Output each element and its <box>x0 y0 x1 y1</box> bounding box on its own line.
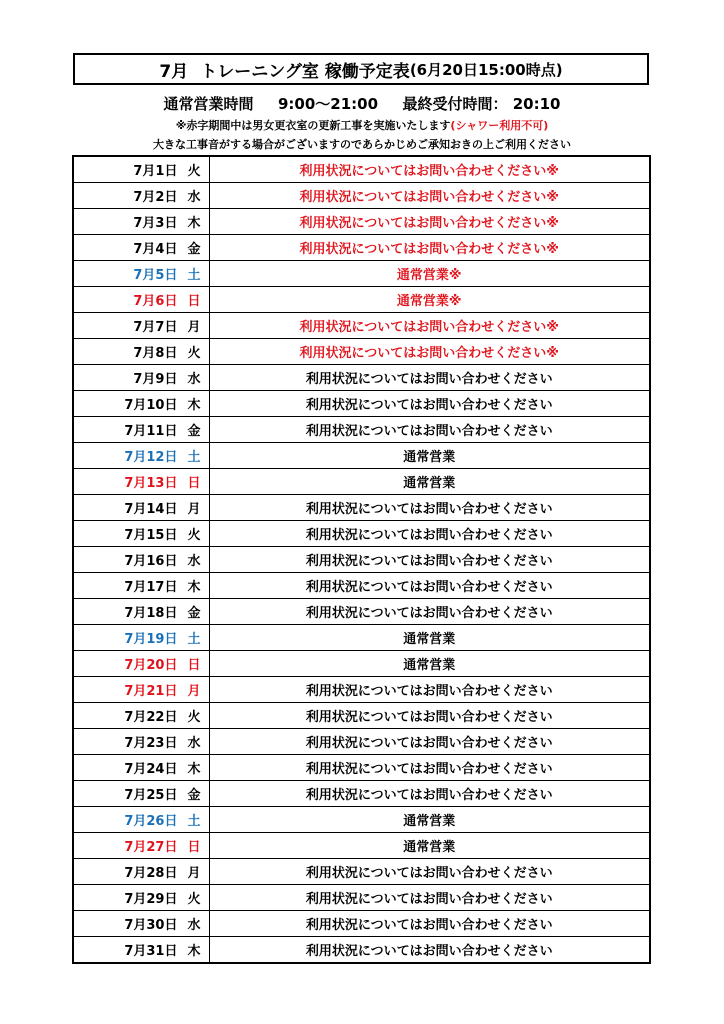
date-cell <box>73 313 209 339</box>
status-cell: 利用状況についてはお問い合わせください <box>209 365 650 391</box>
status-cell: 利用状況についてはお問い合わせください <box>209 573 650 599</box>
last-entry-label: 最終受付時間： <box>402 95 508 113</box>
business-hours <box>0 93 724 114</box>
table-row <box>73 625 650 651</box>
table-row <box>73 859 650 885</box>
weekday-label: 木 <box>187 944 201 959</box>
noise-note: 大きな工事音がする場合がございますのであらかじめご承知おきの上ご利用ください <box>153 138 571 151</box>
table-row <box>73 261 650 287</box>
table-row <box>73 209 650 235</box>
date-cell <box>73 677 209 703</box>
table-row <box>73 833 650 859</box>
status-cell: 通常営業 <box>209 443 650 469</box>
weekday-label: 土 <box>187 268 201 283</box>
table-row <box>73 755 650 781</box>
last-entry-value: 20:10 <box>512 95 561 113</box>
page-title <box>73 53 649 85</box>
date-label: 7月19日 <box>124 632 178 647</box>
date-label: 7月5日 <box>133 268 178 283</box>
table-row <box>73 443 650 469</box>
date-label: 7月2日 <box>133 190 178 205</box>
weekday-label: 火 <box>187 346 201 361</box>
status-cell: 利用状況についてはお問い合わせください※ <box>209 339 650 365</box>
date-label: 7月13日 <box>124 476 178 491</box>
weekday-label: 土 <box>187 632 201 647</box>
date-cell <box>73 261 209 287</box>
date-cell <box>73 573 209 599</box>
date-label: 7月29日 <box>124 892 178 907</box>
construction-note-text: ※赤字期間中は男女更衣室の更新工事を実施いたします <box>175 119 451 132</box>
date-cell <box>73 443 209 469</box>
table-row <box>73 937 650 964</box>
status-cell: 利用状況についてはお問い合わせください <box>209 677 650 703</box>
date-cell <box>73 287 209 313</box>
weekday-label: 水 <box>187 736 201 751</box>
status-cell: 利用状況についてはお問い合わせください <box>209 885 650 911</box>
date-label: 7月10日 <box>124 398 178 413</box>
weekday-label: 月 <box>187 320 201 335</box>
date-cell <box>73 729 209 755</box>
table-row <box>73 339 650 365</box>
status-cell: 利用状況についてはお問い合わせください <box>209 417 650 443</box>
status-cell: 利用状況についてはお問い合わせください※ <box>209 183 650 209</box>
table-row <box>73 235 650 261</box>
table-row <box>73 703 650 729</box>
status-cell: 利用状況についてはお問い合わせください <box>209 755 650 781</box>
construction-note <box>0 117 724 133</box>
business-hours-label: 通常営業時間 <box>163 95 254 113</box>
title-as-of: (6月20日15:00時点) <box>409 60 563 79</box>
date-label: 7月7日 <box>133 320 178 335</box>
date-cell <box>73 885 209 911</box>
business-hours-value: 9:00～21:00 <box>277 95 379 113</box>
schedule-body <box>73 156 650 963</box>
status-cell: 通常営業 <box>209 651 650 677</box>
date-cell <box>73 859 209 885</box>
table-row <box>73 391 650 417</box>
table-row <box>73 807 650 833</box>
title-room: トレーニング室 稼働予定表 <box>200 61 410 82</box>
status-cell: 通常営業※ <box>209 261 650 287</box>
table-row <box>73 183 650 209</box>
weekday-label: 木 <box>187 216 201 231</box>
weekday-label: 水 <box>187 190 201 205</box>
weekday-label: 月 <box>187 866 201 881</box>
status-cell: 利用状況についてはお問い合わせください <box>209 781 650 807</box>
table-row <box>73 417 650 443</box>
weekday-label: 日 <box>187 294 201 309</box>
date-cell <box>73 156 209 183</box>
date-cell <box>73 651 209 677</box>
weekday-label: 木 <box>187 580 201 595</box>
table-row <box>73 573 650 599</box>
date-label: 7月16日 <box>124 554 178 569</box>
table-row <box>73 911 650 937</box>
date-cell <box>73 599 209 625</box>
weekday-label: 月 <box>187 684 201 699</box>
status-cell: 利用状況についてはお問い合わせください <box>209 391 650 417</box>
date-label: 7月1日 <box>133 164 178 179</box>
table-row <box>73 495 650 521</box>
table-row <box>73 287 650 313</box>
table-row <box>73 521 650 547</box>
date-label: 7月28日 <box>124 866 178 881</box>
status-cell: 利用状況についてはお問い合わせください <box>209 911 650 937</box>
date-label: 7月15日 <box>124 528 178 543</box>
status-cell: 利用状況についてはお問い合わせください※ <box>209 156 650 183</box>
status-cell: 通常営業 <box>209 833 650 859</box>
status-cell: 通常営業 <box>209 469 650 495</box>
date-cell <box>73 833 209 859</box>
status-cell: 利用状況についてはお問い合わせください <box>209 859 650 885</box>
date-label: 7月14日 <box>124 502 178 517</box>
table-row <box>73 469 650 495</box>
schedule-table <box>72 155 651 964</box>
weekday-label: 土 <box>187 450 201 465</box>
table-row <box>73 651 650 677</box>
status-cell: 通常営業 <box>209 807 650 833</box>
date-cell <box>73 755 209 781</box>
weekday-label: 日 <box>187 658 201 673</box>
status-cell: 通常営業※ <box>209 287 650 313</box>
date-label: 7月24日 <box>124 762 178 777</box>
status-cell: 利用状況についてはお問い合わせください <box>209 703 650 729</box>
date-label: 7月30日 <box>124 918 178 933</box>
date-cell <box>73 469 209 495</box>
date-cell <box>73 417 209 443</box>
date-cell <box>73 937 209 964</box>
table-row <box>73 313 650 339</box>
weekday-label: 金 <box>187 606 201 621</box>
status-cell: 利用状況についてはお問い合わせください※ <box>209 209 650 235</box>
date-label: 7月22日 <box>124 710 178 725</box>
table-row <box>73 156 650 183</box>
date-cell <box>73 391 209 417</box>
weekday-label: 日 <box>187 476 201 491</box>
status-cell: 利用状況についてはお問い合わせください <box>209 599 650 625</box>
status-cell: 利用状況についてはお問い合わせください <box>209 495 650 521</box>
status-cell: 利用状況についてはお問い合わせください <box>209 521 650 547</box>
weekday-label: 土 <box>187 814 201 829</box>
date-label: 7月27日 <box>124 840 178 855</box>
status-cell: 通常営業 <box>209 625 650 651</box>
status-cell: 利用状況についてはお問い合わせください <box>209 729 650 755</box>
date-label: 7月25日 <box>124 788 178 803</box>
date-label: 7月18日 <box>124 606 178 621</box>
table-row <box>73 677 650 703</box>
date-label: 7月26日 <box>124 814 178 829</box>
weekday-label: 水 <box>187 918 201 933</box>
status-cell: 利用状況についてはお問い合わせください※ <box>209 313 650 339</box>
date-label: 7月20日 <box>124 658 178 673</box>
weekday-label: 金 <box>187 424 201 439</box>
weekday-label: 金 <box>187 788 201 803</box>
weekday-label: 日 <box>187 840 201 855</box>
table-row <box>73 729 650 755</box>
date-label: 7月9日 <box>133 372 178 387</box>
date-cell <box>73 625 209 651</box>
weekday-label: 木 <box>187 762 201 777</box>
date-label: 7月8日 <box>133 346 178 361</box>
date-label: 7月11日 <box>124 424 178 439</box>
weekday-label: 火 <box>187 164 201 179</box>
shower-unavailable-note: (シャワー利用不可) <box>450 119 549 132</box>
table-row <box>73 781 650 807</box>
date-label: 7月12日 <box>124 450 178 465</box>
date-cell <box>73 339 209 365</box>
date-label: 7月17日 <box>124 580 178 595</box>
weekday-label: 火 <box>187 892 201 907</box>
date-cell <box>73 781 209 807</box>
date-label: 7月23日 <box>124 736 178 751</box>
date-cell <box>73 209 209 235</box>
date-label: 7月31日 <box>124 944 178 959</box>
date-cell <box>73 365 209 391</box>
status-cell: 利用状況についてはお問い合わせください <box>209 937 650 964</box>
weekday-label: 火 <box>187 710 201 725</box>
date-cell <box>73 235 209 261</box>
status-cell: 利用状況についてはお問い合わせください※ <box>209 235 650 261</box>
date-cell <box>73 703 209 729</box>
date-label: 7月4日 <box>133 242 178 257</box>
weekday-label: 水 <box>187 372 201 387</box>
date-cell <box>73 911 209 937</box>
date-cell <box>73 521 209 547</box>
weekday-label: 金 <box>187 242 201 257</box>
date-label: 7月3日 <box>133 216 178 231</box>
status-cell: 利用状況についてはお問い合わせください <box>209 547 650 573</box>
table-row <box>73 885 650 911</box>
date-label: 7月6日 <box>133 294 178 309</box>
date-cell <box>73 495 209 521</box>
date-cell <box>73 547 209 573</box>
weekday-label: 水 <box>187 554 201 569</box>
title-month: 7月 <box>159 61 189 82</box>
weekday-label: 火 <box>187 528 201 543</box>
weekday-label: 月 <box>187 502 201 517</box>
date-cell <box>73 807 209 833</box>
table-row <box>73 365 650 391</box>
date-label: 7月21日 <box>124 684 178 699</box>
table-row <box>73 547 650 573</box>
table-row <box>73 599 650 625</box>
weekday-label: 木 <box>187 398 201 413</box>
date-cell <box>73 183 209 209</box>
